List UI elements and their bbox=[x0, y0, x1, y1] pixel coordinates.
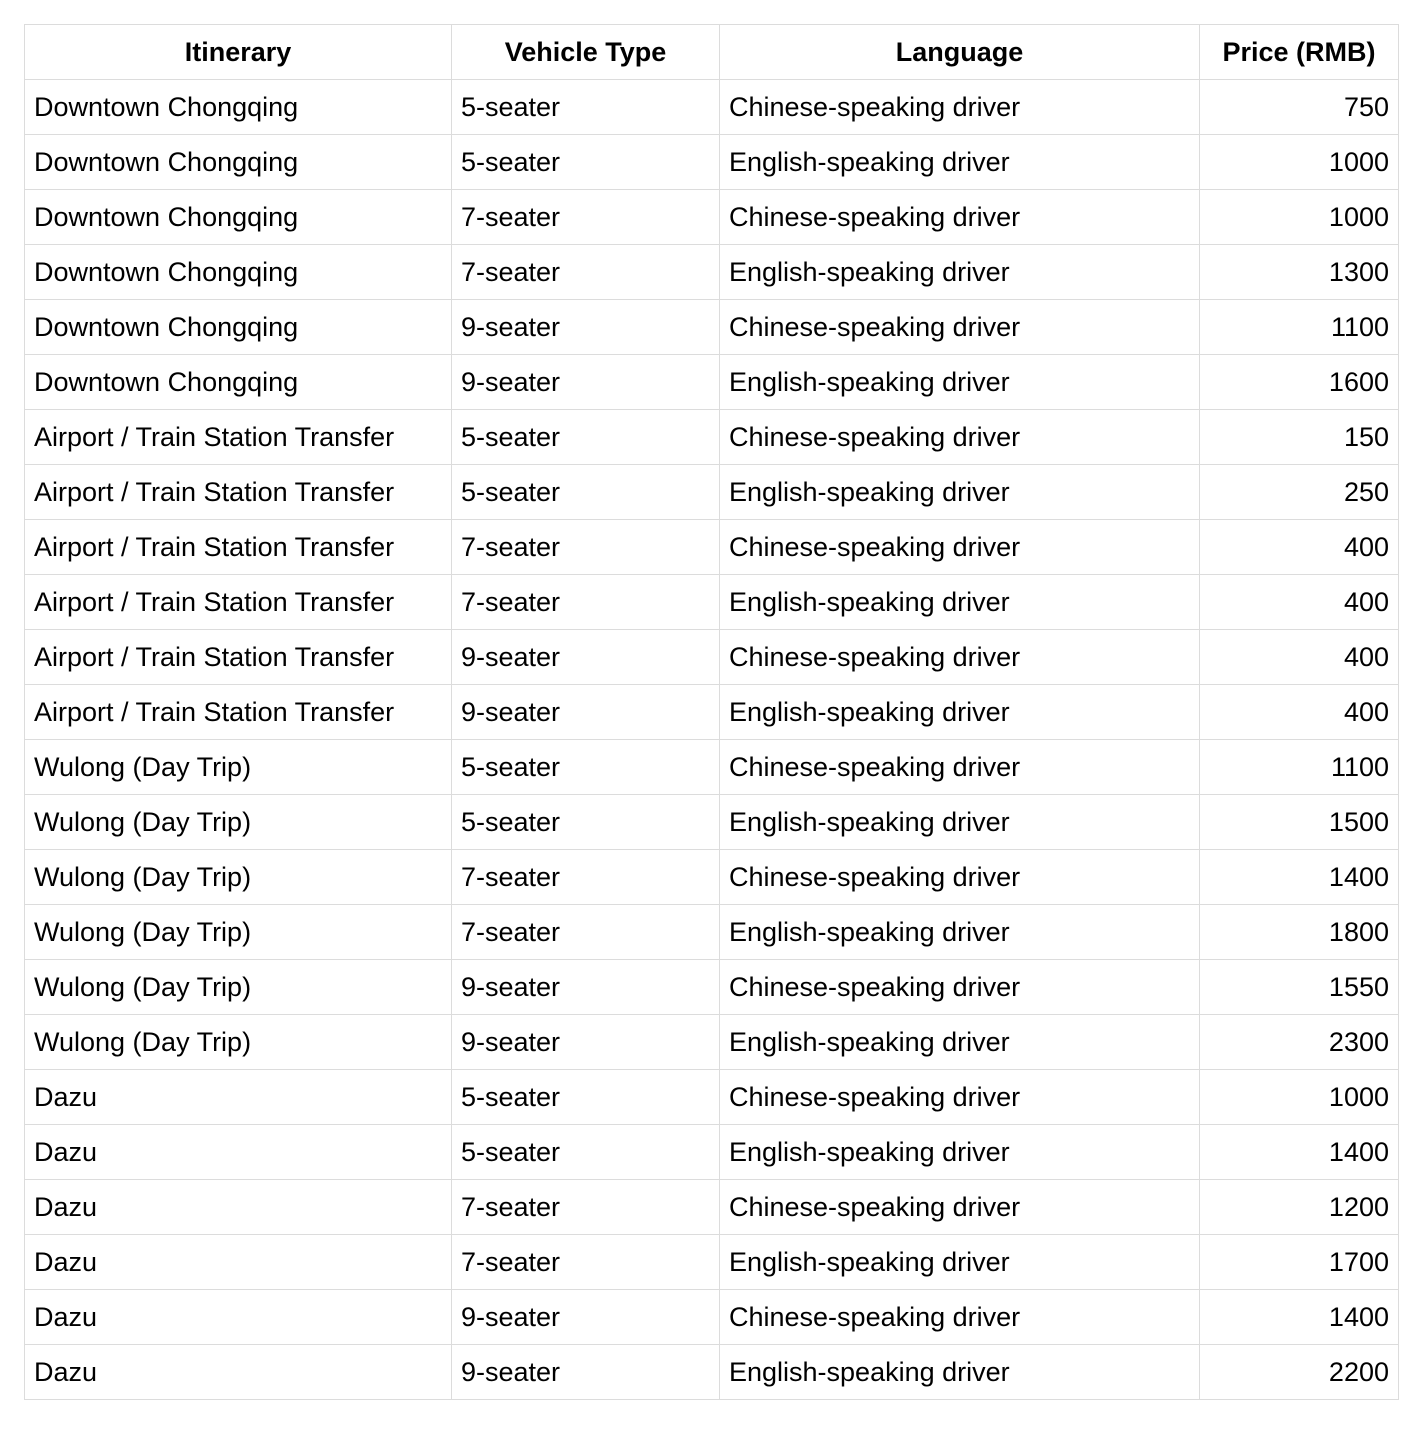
cell-itinerary: Airport / Train Station Transfer bbox=[25, 465, 452, 520]
table-row bbox=[25, 465, 1399, 520]
cell-price: 2300 bbox=[1200, 1015, 1399, 1070]
cell-vehicle-type: 5-seater bbox=[452, 1070, 720, 1125]
header-vehicle-type: Vehicle Type bbox=[452, 25, 720, 80]
header-itinerary: Itinerary bbox=[25, 25, 452, 80]
cell-language: Chinese-speaking driver bbox=[720, 190, 1200, 245]
cell-itinerary: Dazu bbox=[25, 1235, 452, 1290]
cell-language: Chinese-speaking driver bbox=[720, 300, 1200, 355]
cell-language: English-speaking driver bbox=[720, 685, 1200, 740]
cell-itinerary: Downtown Chongqing bbox=[25, 300, 452, 355]
cell-itinerary: Wulong (Day Trip) bbox=[25, 740, 452, 795]
table-row bbox=[25, 960, 1399, 1015]
cell-language: Chinese-speaking driver bbox=[720, 520, 1200, 575]
cell-vehicle-type: 7-seater bbox=[452, 850, 720, 905]
cell-vehicle-type: 9-seater bbox=[452, 1345, 720, 1400]
cell-vehicle-type: 9-seater bbox=[452, 355, 720, 410]
table-row bbox=[25, 80, 1399, 135]
table-row bbox=[25, 1015, 1399, 1070]
cell-itinerary: Dazu bbox=[25, 1345, 452, 1400]
table-row bbox=[25, 355, 1399, 410]
cell-price: 1100 bbox=[1200, 740, 1399, 795]
table-row bbox=[25, 190, 1399, 245]
cell-language: English-speaking driver bbox=[720, 1125, 1200, 1180]
header-language: Language bbox=[720, 25, 1200, 80]
cell-price: 400 bbox=[1200, 520, 1399, 575]
header-row bbox=[25, 25, 1399, 80]
table-row bbox=[25, 850, 1399, 905]
cell-vehicle-type: 7-seater bbox=[452, 1235, 720, 1290]
cell-language: Chinese-speaking driver bbox=[720, 630, 1200, 685]
cell-price: 1400 bbox=[1200, 1125, 1399, 1180]
cell-itinerary: Airport / Train Station Transfer bbox=[25, 630, 452, 685]
cell-price: 1400 bbox=[1200, 850, 1399, 905]
cell-vehicle-type: 7-seater bbox=[452, 190, 720, 245]
cell-language: English-speaking driver bbox=[720, 575, 1200, 630]
cell-language: Chinese-speaking driver bbox=[720, 850, 1200, 905]
cell-price: 400 bbox=[1200, 575, 1399, 630]
table-header bbox=[25, 25, 1399, 80]
table-row bbox=[25, 630, 1399, 685]
cell-language: Chinese-speaking driver bbox=[720, 80, 1200, 135]
table-row bbox=[25, 905, 1399, 960]
cell-language: Chinese-speaking driver bbox=[720, 410, 1200, 465]
cell-vehicle-type: 5-seater bbox=[452, 135, 720, 190]
cell-language: English-speaking driver bbox=[720, 245, 1200, 300]
cell-vehicle-type: 9-seater bbox=[452, 1015, 720, 1070]
cell-language: Chinese-speaking driver bbox=[720, 740, 1200, 795]
cell-language: English-speaking driver bbox=[720, 1015, 1200, 1070]
cell-vehicle-type: 9-seater bbox=[452, 685, 720, 740]
cell-price: 1100 bbox=[1200, 300, 1399, 355]
cell-vehicle-type: 9-seater bbox=[452, 630, 720, 685]
cell-price: 1300 bbox=[1200, 245, 1399, 300]
cell-vehicle-type: 5-seater bbox=[452, 465, 720, 520]
cell-vehicle-type: 5-seater bbox=[452, 795, 720, 850]
cell-language: English-speaking driver bbox=[720, 135, 1200, 190]
cell-itinerary: Airport / Train Station Transfer bbox=[25, 410, 452, 465]
cell-language: English-speaking driver bbox=[720, 355, 1200, 410]
cell-price: 1000 bbox=[1200, 190, 1399, 245]
table-row bbox=[25, 410, 1399, 465]
cell-itinerary: Airport / Train Station Transfer bbox=[25, 575, 452, 630]
table-row bbox=[25, 1290, 1399, 1345]
cell-price: 1700 bbox=[1200, 1235, 1399, 1290]
cell-price: 400 bbox=[1200, 685, 1399, 740]
pricing-table-container bbox=[24, 24, 1399, 1400]
cell-vehicle-type: 5-seater bbox=[452, 80, 720, 135]
cell-price: 1200 bbox=[1200, 1180, 1399, 1235]
header-price: Price (RMB) bbox=[1200, 25, 1399, 80]
cell-language: Chinese-speaking driver bbox=[720, 960, 1200, 1015]
cell-itinerary: Downtown Chongqing bbox=[25, 355, 452, 410]
cell-vehicle-type: 5-seater bbox=[452, 740, 720, 795]
cell-itinerary: Dazu bbox=[25, 1070, 452, 1125]
cell-itinerary: Wulong (Day Trip) bbox=[25, 960, 452, 1015]
table-row bbox=[25, 575, 1399, 630]
cell-itinerary: Wulong (Day Trip) bbox=[25, 1015, 452, 1070]
table-row bbox=[25, 1070, 1399, 1125]
cell-itinerary: Downtown Chongqing bbox=[25, 80, 452, 135]
cell-language: English-speaking driver bbox=[720, 905, 1200, 960]
cell-language: Chinese-speaking driver bbox=[720, 1180, 1200, 1235]
cell-vehicle-type: 7-seater bbox=[452, 575, 720, 630]
cell-price: 1000 bbox=[1200, 135, 1399, 190]
table-row bbox=[25, 135, 1399, 190]
cell-itinerary: Wulong (Day Trip) bbox=[25, 795, 452, 850]
cell-itinerary: Downtown Chongqing bbox=[25, 190, 452, 245]
cell-itinerary: Wulong (Day Trip) bbox=[25, 905, 452, 960]
cell-price: 1550 bbox=[1200, 960, 1399, 1015]
cell-vehicle-type: 9-seater bbox=[452, 1290, 720, 1345]
table-row bbox=[25, 520, 1399, 575]
cell-price: 1600 bbox=[1200, 355, 1399, 410]
table-row bbox=[25, 685, 1399, 740]
cell-language: English-speaking driver bbox=[720, 1345, 1200, 1400]
table-row bbox=[25, 795, 1399, 850]
cell-itinerary: Dazu bbox=[25, 1290, 452, 1345]
cell-price: 1000 bbox=[1200, 1070, 1399, 1125]
cell-price: 1800 bbox=[1200, 905, 1399, 960]
cell-language: Chinese-speaking driver bbox=[720, 1290, 1200, 1345]
cell-language: English-speaking driver bbox=[720, 1235, 1200, 1290]
table-row bbox=[25, 1125, 1399, 1180]
cell-language: English-speaking driver bbox=[720, 465, 1200, 520]
cell-price: 750 bbox=[1200, 80, 1399, 135]
cell-price: 1400 bbox=[1200, 1290, 1399, 1345]
cell-itinerary: Airport / Train Station Transfer bbox=[25, 520, 452, 575]
cell-language: English-speaking driver bbox=[720, 795, 1200, 850]
cell-price: 1500 bbox=[1200, 795, 1399, 850]
cell-price: 250 bbox=[1200, 465, 1399, 520]
cell-itinerary: Dazu bbox=[25, 1180, 452, 1235]
table-row bbox=[25, 300, 1399, 355]
cell-itinerary: Downtown Chongqing bbox=[25, 245, 452, 300]
cell-vehicle-type: 7-seater bbox=[452, 1180, 720, 1235]
cell-vehicle-type: 9-seater bbox=[452, 300, 720, 355]
cell-itinerary: Downtown Chongqing bbox=[25, 135, 452, 190]
cell-price: 2200 bbox=[1200, 1345, 1399, 1400]
table-row bbox=[25, 1180, 1399, 1235]
cell-vehicle-type: 7-seater bbox=[452, 520, 720, 575]
cell-vehicle-type: 5-seater bbox=[452, 410, 720, 465]
table-row bbox=[25, 245, 1399, 300]
cell-itinerary: Dazu bbox=[25, 1125, 452, 1180]
cell-itinerary: Wulong (Day Trip) bbox=[25, 850, 452, 905]
cell-vehicle-type: 7-seater bbox=[452, 245, 720, 300]
table-row bbox=[25, 1345, 1399, 1400]
cell-vehicle-type: 9-seater bbox=[452, 960, 720, 1015]
table-row bbox=[25, 740, 1399, 795]
cell-price: 400 bbox=[1200, 630, 1399, 685]
table-body bbox=[25, 80, 1399, 1400]
cell-itinerary: Airport / Train Station Transfer bbox=[25, 685, 452, 740]
cell-language: Chinese-speaking driver bbox=[720, 1070, 1200, 1125]
cell-vehicle-type: 5-seater bbox=[452, 1125, 720, 1180]
cell-price: 150 bbox=[1200, 410, 1399, 465]
pricing-table bbox=[24, 24, 1399, 1400]
cell-vehicle-type: 7-seater bbox=[452, 905, 720, 960]
table-row bbox=[25, 1235, 1399, 1290]
